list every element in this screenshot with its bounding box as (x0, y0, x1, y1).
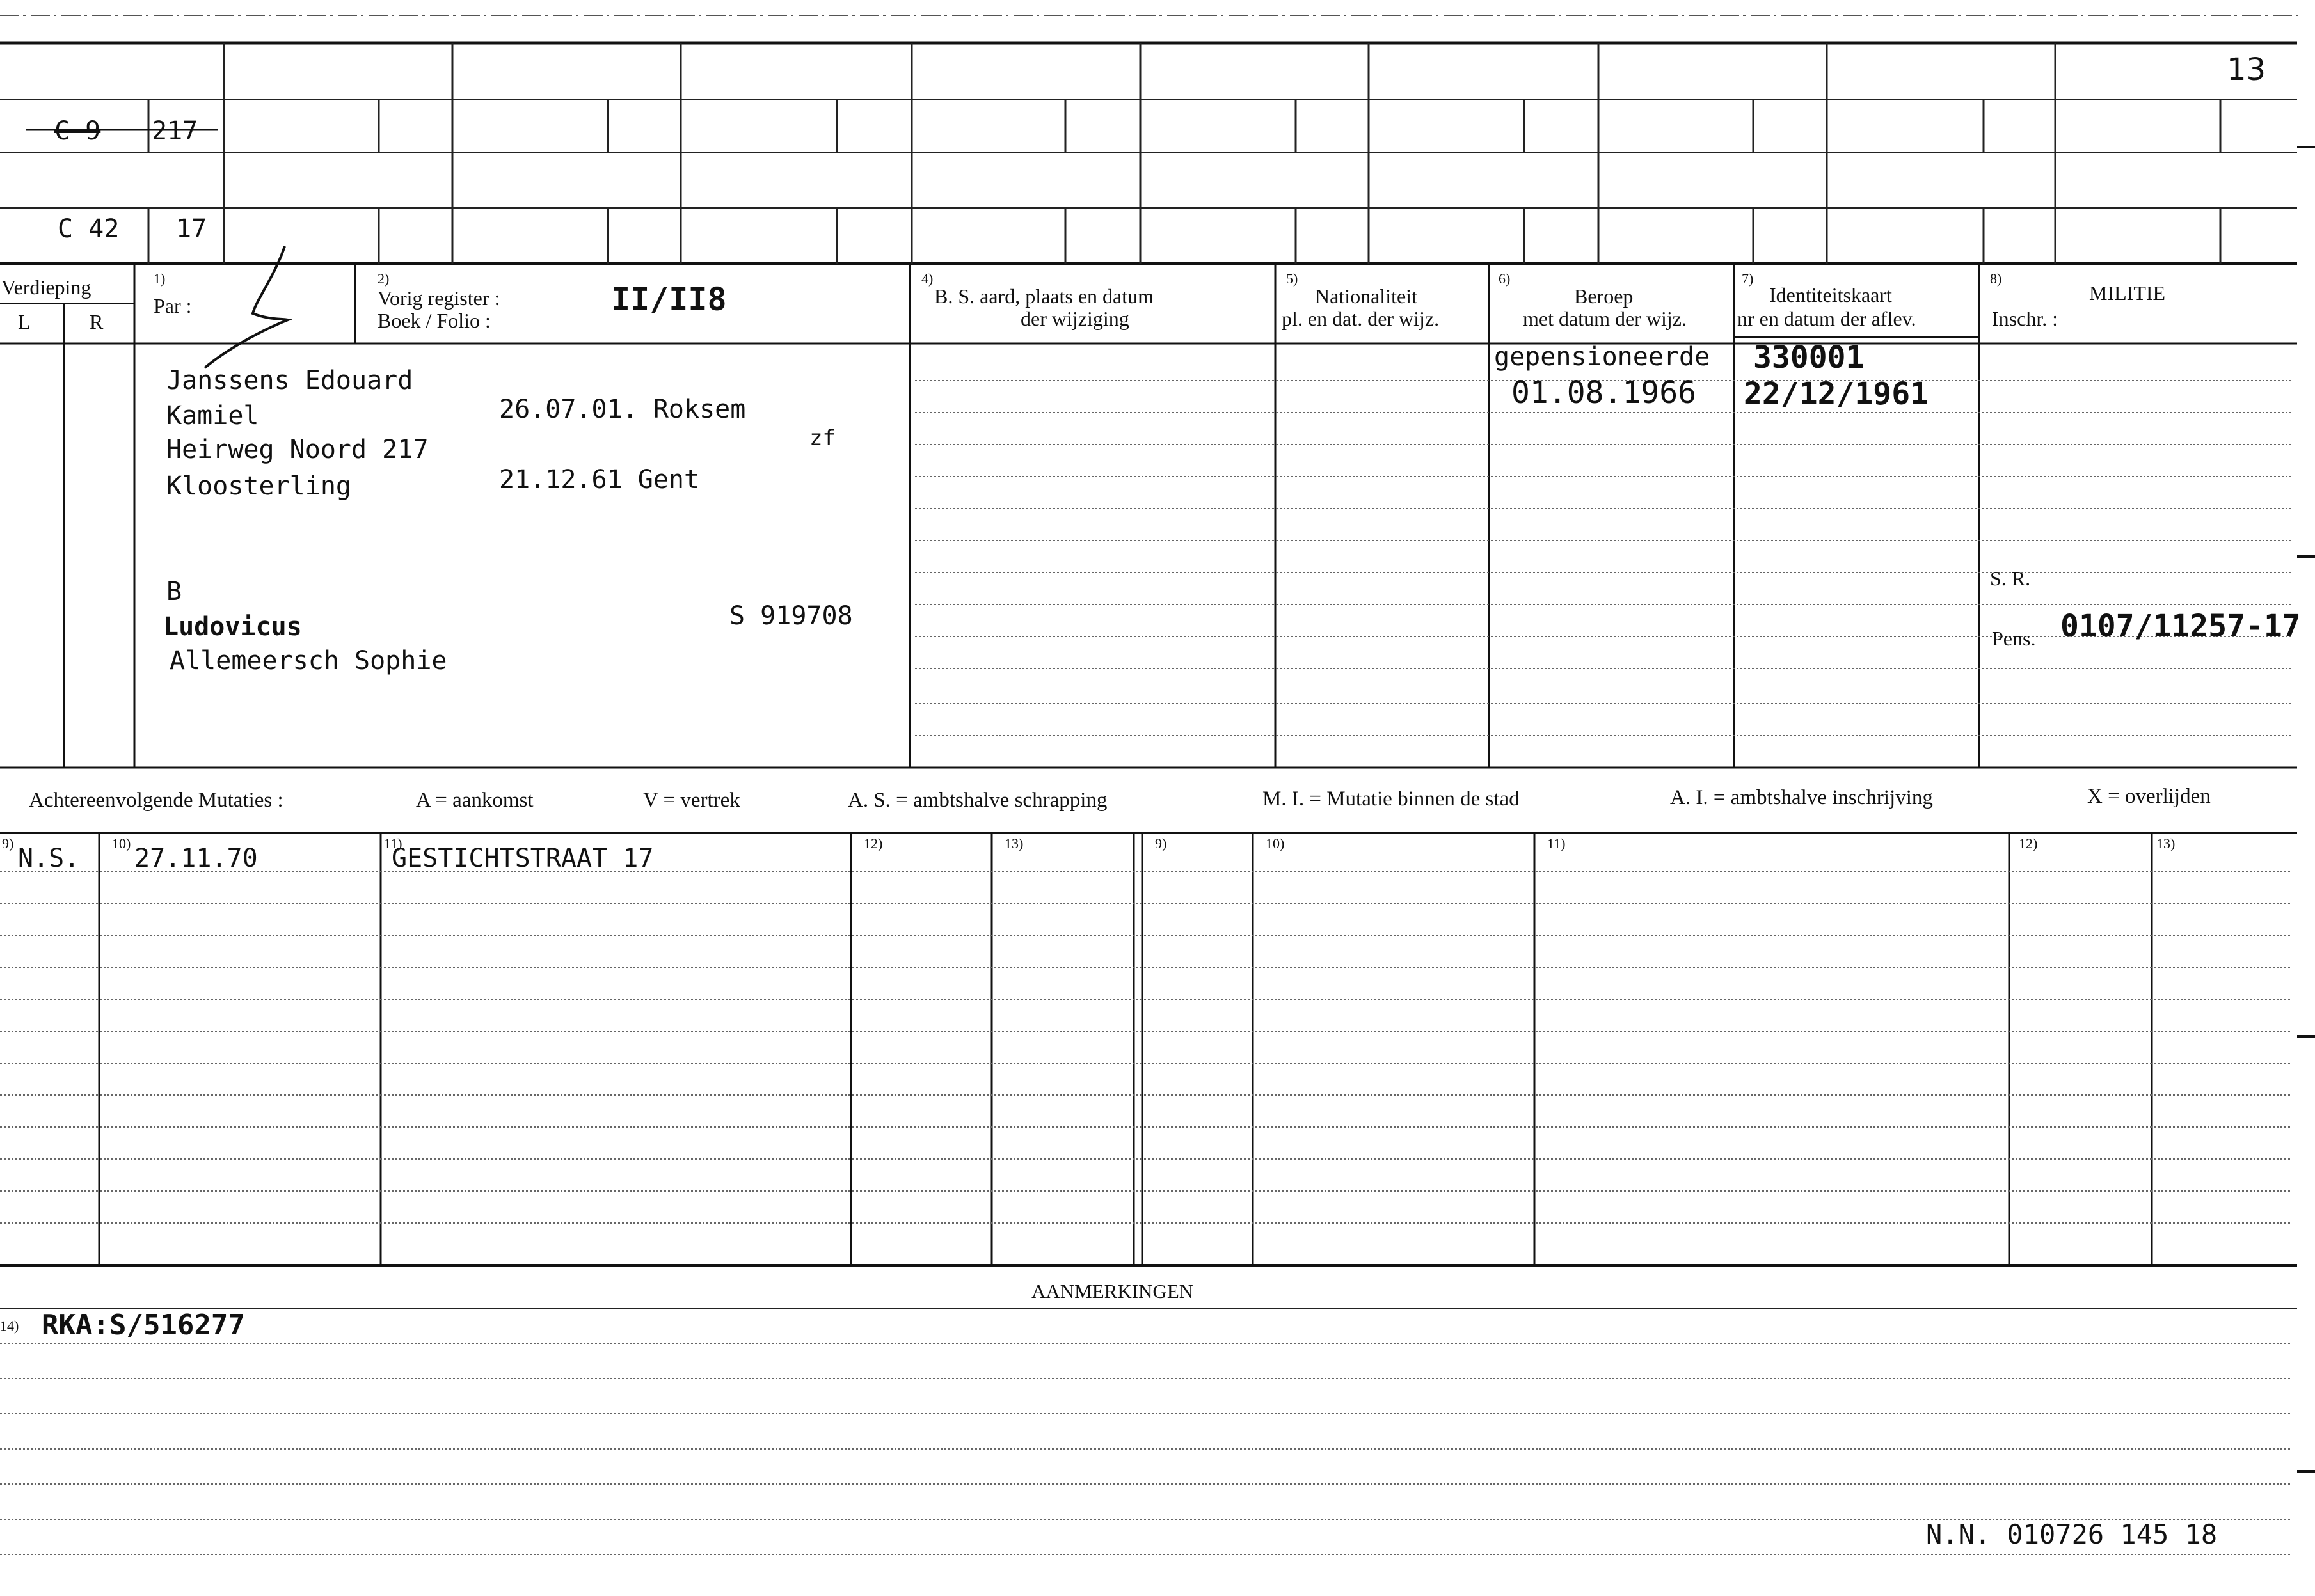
floor-l-label: L (18, 310, 31, 333)
person-address: Heirweg Noord 217 (166, 435, 429, 464)
person-first-name: Kamiel (166, 401, 259, 431)
handwritten-mark: zf (809, 425, 836, 451)
vorig-register-value: II/II8 (611, 281, 727, 318)
mutation-date: 27.11.70 (134, 844, 258, 873)
col2-number: 2) (378, 271, 390, 287)
pens-label: Pens. (1992, 627, 2036, 650)
inschr-label: Inschr. : (1992, 307, 2058, 330)
boek-folio-label: Boek / Folio : (378, 309, 491, 332)
aanmerkingen-number: 14) (0, 1318, 19, 1334)
beroep-header-line2: met datum der wijz. (1523, 307, 1687, 330)
legend-overlijden: X = overlijden (2087, 785, 2211, 808)
id-card-date: 22/12/1961 (1744, 376, 1929, 412)
register-number: 17 (176, 214, 207, 244)
mut-col-9: 9) (2, 835, 14, 851)
birth-date-place: 26.07.01. Roksem (499, 395, 746, 424)
col6-number: 6) (1499, 271, 1511, 287)
nationaliteit-header-line1: Nationaliteit (1315, 285, 1417, 308)
mutation-address: GESTICHTSTRAAT 17 (392, 844, 654, 873)
col5-number: 5) (1286, 271, 1298, 287)
legend-vertrek: V = vertrek (643, 789, 740, 812)
father-name: Ludovicus (163, 612, 302, 642)
floor-r-label: R (90, 310, 104, 333)
identiteitskaart-header-line2: nr en datum der aflev. (1737, 307, 1916, 330)
bs-header-line2: der wijziging (1021, 307, 1129, 330)
legend-mutatie-binnen-stad: M. I. = Mutatie binnen de stad (1262, 787, 1520, 810)
mut-col-11b: 11) (1547, 835, 1566, 851)
verdieping-label: Verdieping (1, 276, 91, 299)
mut-col-13: 13) (1005, 835, 1024, 851)
militie-header: MILITIE (2089, 281, 2166, 304)
mutation-code: N.S. (18, 844, 80, 873)
legend-aankomst: A = aankomst (416, 789, 534, 812)
identiteitskaart-header-line1: Identiteitskaart (1769, 283, 1892, 306)
sr-label: S. R. (1990, 567, 2031, 590)
mut-col-10b: 10) (1266, 835, 1285, 851)
old-register-code: C 9 (54, 116, 101, 146)
mut-col-12: 12) (864, 835, 883, 851)
pension-number: 0107/11257-17 (2060, 608, 2301, 644)
col4-number: 4) (921, 271, 934, 287)
mother-name: Allemeersch Sophie (170, 646, 447, 676)
registration-date-place: 21.12.61 Gent (499, 465, 700, 494)
mut-col-9b: 9) (1155, 835, 1167, 851)
nationaliteit-header-line2: pl. en dat. der wijz. (1282, 307, 1440, 330)
legend-ambtshalve-inschrijving: A. I. = ambtshalve inschrijving (1670, 786, 1933, 809)
rka-reference: RKA:S/516277 (42, 1309, 245, 1341)
aanmerkingen-title: AANMERKINGEN (1031, 1280, 1194, 1302)
vorig-register-label: Vorig register : (378, 287, 500, 310)
old-register-number: 217 (152, 116, 198, 146)
par-label: Par : (154, 294, 192, 317)
legend-ambtshalve-schrapping: A. S. = ambtshalve schrapping (848, 789, 1108, 812)
id-card-number: 330001 (1753, 340, 1865, 375)
col7-number: 7) (1742, 271, 1754, 287)
register-code: C 42 (58, 214, 120, 244)
beroep-date: 01.08.1966 (1511, 375, 1696, 411)
person-occupation-place: Kloosterling (166, 471, 351, 501)
mut-col-10: 10) (112, 835, 131, 851)
person-name: Janssens Edouard (166, 366, 413, 395)
person-marker-b: B (166, 577, 182, 606)
mut-col-12b: 12) (2019, 835, 2038, 851)
beroep-value: gepensioneerde (1494, 342, 1710, 372)
mut-col-13b: 13) (2156, 835, 2176, 851)
mut-col-11: 11) (384, 835, 402, 851)
s-number: S 919708 (729, 601, 853, 631)
national-number: N.N. 010726 145 18 (1926, 1519, 2218, 1550)
beroep-header-line1: Beroep (1574, 285, 1634, 308)
col8-number: 8) (1990, 271, 2002, 287)
mutaties-legend-title: Achtereenvolgende Mutaties : (29, 789, 283, 812)
bs-header-line1: B. S. aard, plaats en datum (934, 285, 1154, 308)
card-number-handwritten: 13 (2227, 52, 2266, 88)
col1-number: 1) (154, 271, 166, 287)
